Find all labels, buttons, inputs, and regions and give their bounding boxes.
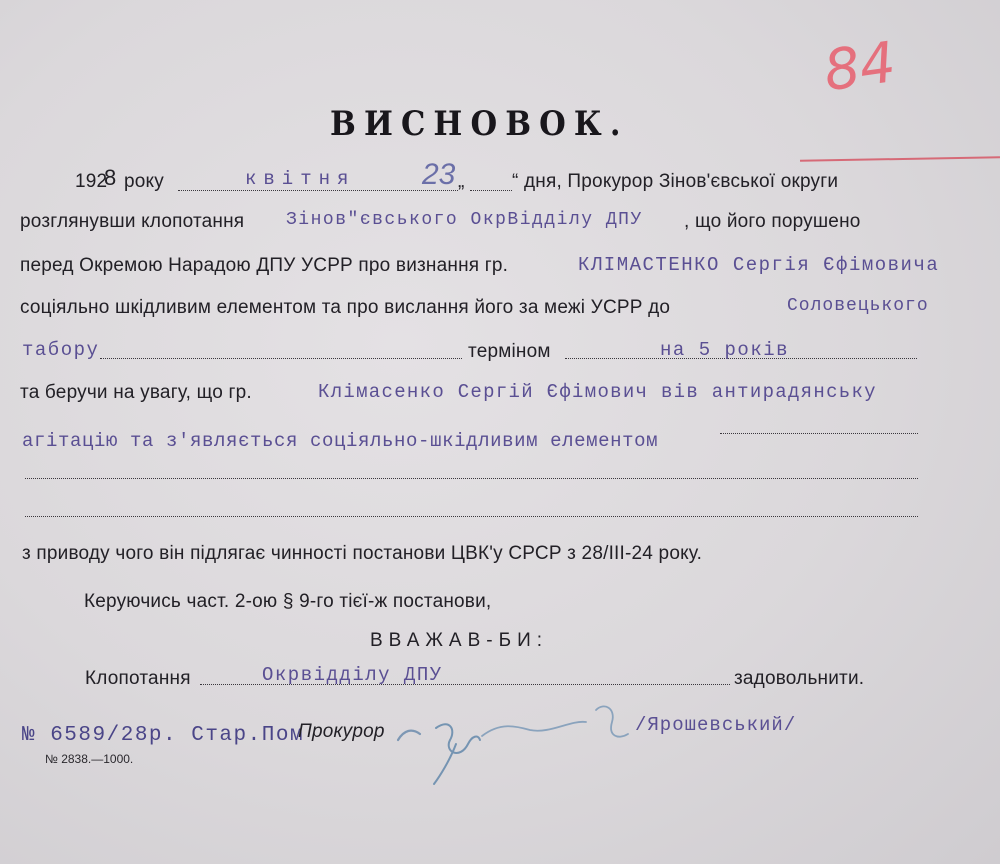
day-handwritten: 23 bbox=[422, 158, 456, 191]
line3-typed-name: КЛІМАСТЕНКО Сергія Єфімовича bbox=[578, 254, 940, 276]
line4-typed-camp: Соловецького bbox=[787, 296, 929, 316]
blank-line-2 bbox=[25, 516, 918, 517]
line10-suffix: задовольнити. bbox=[734, 668, 865, 689]
document-title: ВИСНОВОК. bbox=[330, 104, 629, 144]
line2-typed-organ: Зінов"євського ОкрВідділу ДПУ bbox=[286, 210, 643, 230]
line5-typed-term: на 5 років bbox=[660, 339, 790, 361]
blank-line-1 bbox=[25, 478, 918, 479]
line9-text: Керуючись част. 2-ою § 9-го тієї-ж постанови, bbox=[84, 591, 492, 612]
month-typed: квітня bbox=[245, 168, 356, 190]
line1-rest: “ дня, Прокурор Зінов'євської округи bbox=[512, 171, 839, 192]
line5-term-label: терміном bbox=[468, 341, 551, 362]
line10-typed-organ: Окрвідділу ДПУ bbox=[262, 664, 443, 686]
line5-typed-camp: табору bbox=[22, 339, 100, 361]
word-roku: року bbox=[124, 171, 164, 192]
year-suffix-handwritten: 8 bbox=[104, 165, 117, 190]
line10-prefix: Клопотання bbox=[85, 668, 191, 689]
line6-typed-reason: Клімасенко Сергій Єфімович вів антирадянську bbox=[318, 381, 877, 403]
archive-page-number: 84 bbox=[820, 30, 900, 105]
year-prefix: 192 bbox=[75, 171, 108, 192]
line3-prefix: перед Окремою Нарадою ДПУ УСРР про визнання гр. bbox=[20, 255, 509, 276]
line2-suffix: , що його порушено bbox=[684, 211, 861, 232]
vvazhav-heading: ВВАЖАВ-БИ: bbox=[370, 630, 549, 651]
prosecutor-name-typed: /Ярошевський/ bbox=[635, 714, 797, 736]
line7-typed-reason: агітацію та з'являється соціяльно-шкідливим елементом bbox=[22, 430, 659, 452]
prosecutor-label: Прокурор bbox=[298, 721, 385, 742]
line2-prefix: розглянувши клопотання bbox=[20, 211, 245, 232]
line6-prefix: та беручи на увагу, що гр. bbox=[20, 382, 252, 403]
outgoing-number-typed: № 6589/28р. Стар.Пом bbox=[22, 724, 305, 747]
form-number: № 2838.—1000. bbox=[45, 752, 134, 766]
red-pencil-line bbox=[800, 156, 1000, 161]
open-quote: „ bbox=[458, 171, 465, 192]
line4-prefix: соціяльно шкідливим елементом та про вислання його за межі УСРР до bbox=[20, 297, 671, 318]
line8-text: з приводу чого він підлягає чинності постанови ЦВК'у СРСР з 28/III-24 року. bbox=[22, 543, 703, 564]
handwritten-signature bbox=[390, 700, 650, 790]
